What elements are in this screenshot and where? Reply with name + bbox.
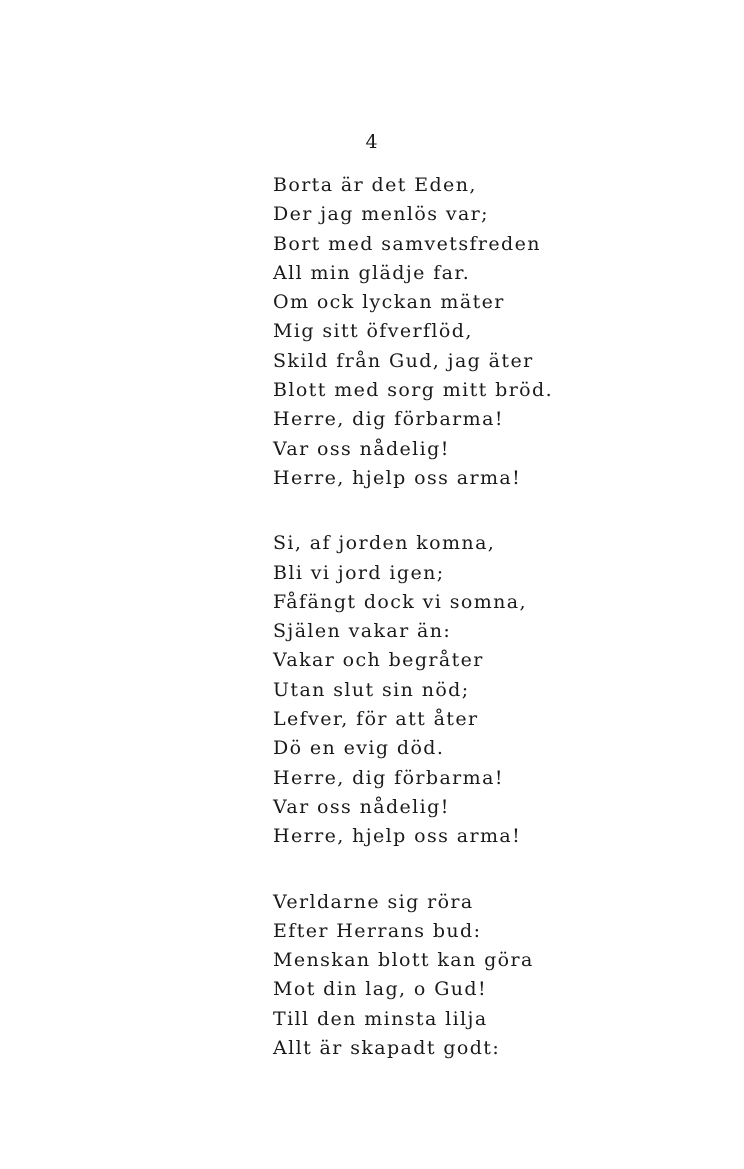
poem-line: Efter Herrans bud:	[273, 919, 482, 942]
poem-line: Dö en evig död.	[273, 737, 445, 760]
poem-line: Menskan blott kan göra	[273, 949, 534, 972]
poem	[273, 171, 693, 1099]
poem-line: Om ock lyckan mäter	[273, 291, 505, 314]
poem-line: Blott med sorg mitt bröd.	[273, 379, 554, 402]
refrain-line: Herre, hjelp oss arma!	[273, 825, 522, 848]
poem-line: Allt är skapadt godt:	[273, 1037, 501, 1060]
stanza-3	[273, 888, 693, 1064]
poem-line: Bli vi jord igen;	[273, 561, 445, 584]
poem-line: Vakar och begråter	[273, 649, 484, 672]
poem-line: Själen vakar än:	[273, 620, 452, 643]
stanza-1	[273, 171, 693, 493]
poem-line: Mot din lag, o Gud!	[273, 978, 488, 1001]
refrain-line: Var oss nådelig!	[273, 795, 450, 818]
refrain-line: Herre, dig förbarma!	[273, 766, 504, 789]
poem-line: Skild från Gud, jag äter	[273, 349, 534, 372]
poem-line: Mig sitt öfverflöd,	[273, 320, 473, 343]
refrain-line: Herre, dig förbarma!	[273, 408, 504, 431]
stanza-2	[273, 529, 693, 851]
page-number: 4	[365, 131, 379, 153]
poem-line: Utan slut sin nöd;	[273, 678, 470, 701]
refrain-line: Var oss nådelig!	[273, 437, 450, 460]
poem-line: Lefver, för att åter	[273, 708, 479, 731]
poem-line: Der jag menlös var;	[273, 203, 489, 226]
refrain-line: Herre, hjelp oss arma!	[273, 466, 522, 489]
poem-line: Fåfängt dock vi somna,	[273, 590, 527, 613]
poem-line: Borta är det Eden,	[273, 174, 477, 196]
poem-line: Till den minsta lilja	[273, 1007, 488, 1030]
poem-line: Si, af jorden komna,	[273, 532, 496, 555]
poem-line: All min glädje far.	[273, 261, 471, 284]
poem-line: Bort med samvetsfreden	[273, 232, 541, 255]
poem-line: Verldarne sig röra	[273, 890, 474, 913]
